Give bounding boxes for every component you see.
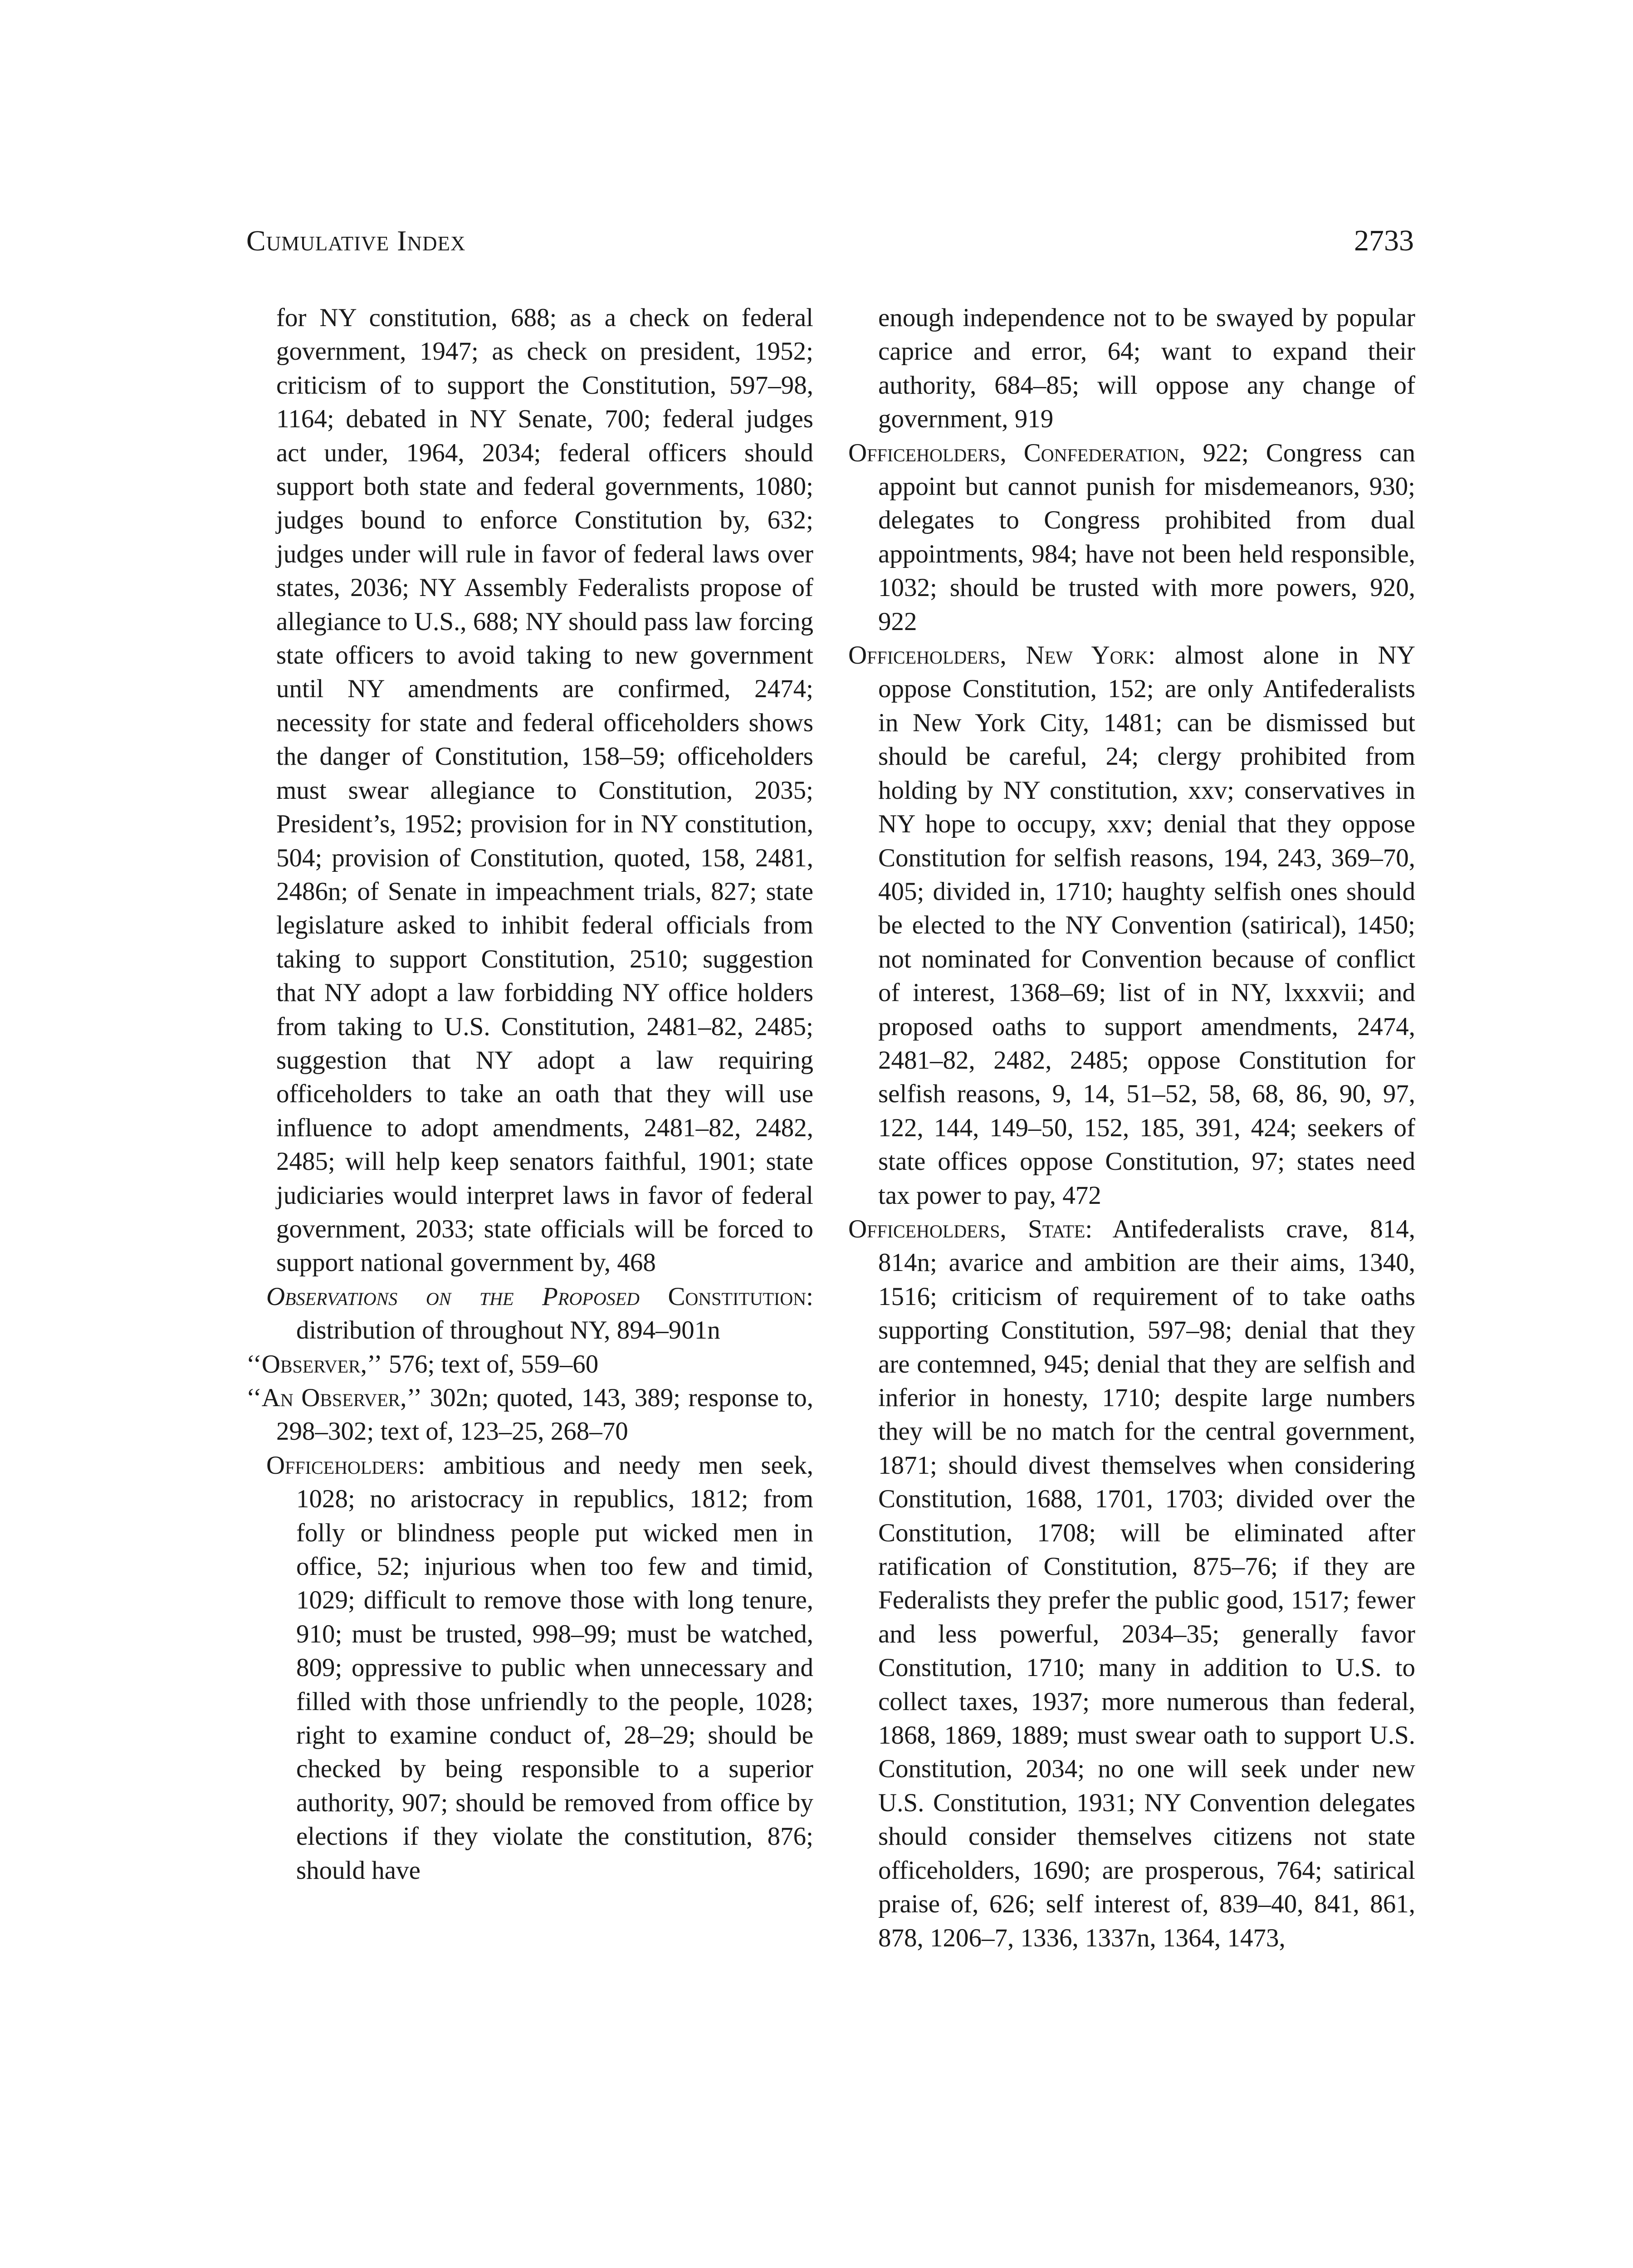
running-head-title: Cumulative Index	[246, 225, 466, 257]
entry-text: 576; text of, 559–60	[382, 1349, 599, 1378]
index-entry-continued	[848, 301, 1415, 436]
index-column-right	[848, 301, 1415, 1955]
entry-text: enough independence not to be swayed by popular caprice and error, 64; want to expand their authority, 684–85; will oppose any change of government, 919	[878, 303, 1415, 434]
entry-heading: Officeholders	[266, 1451, 418, 1480]
entry-text: : ambitious and needy men seek, 1028; no aristocracy in republics, 1812; from folly or blindness people put wicked men in office, 52; injurious when too few and timid, 1029; difficult to remove those with long tenure, 910; must be trusted, 998–99; must be watched, 809; oppressive to public when unnecessary and filled with those unfriendly to the people, 1028; right to examine conduct of, 28–29; should be checked by being responsible to a superior authority, 907; should be removed from office by elections if they violate the constitution, 876; should have	[296, 1451, 813, 1885]
entry-heading: Officeholders, State	[848, 1214, 1085, 1243]
entry-text: , 922; Congress can appoint but cannot punish for misdemeanors, 930; delegates to Congress prohibited from dual appointments, 984; have not been held responsible, 1032; should be trusted with more powers, 920, 922	[878, 438, 1415, 636]
index-entry-officeholders-new-york	[848, 639, 1415, 1212]
page-number: 2733	[1354, 224, 1414, 257]
index-entry-an-observer	[246, 1381, 813, 1449]
index-entry-observations	[246, 1280, 813, 1348]
index-entry-officeholders-state	[848, 1212, 1415, 1955]
entry-heading: Constitution	[668, 1282, 807, 1311]
entry-heading: Officeholders, New York	[848, 641, 1149, 670]
entry-text: 302n; quoted, 143, 389; response to, 298–302; text of, 123–25, 268–70	[276, 1383, 814, 1446]
entry-heading-italic: Observations on the Proposed	[266, 1282, 640, 1311]
entry-heading: ‘‘An Observer,’’	[246, 1383, 422, 1412]
index-column-left	[246, 301, 813, 1887]
entry-text: : almost alone in NY oppose Constitution, 152; are only Antifederalists in New York City, 1481; can be dismissed but should be careful, 24; clergy prohibited from holding by NY constitution, xxv; conservatives in NY hope to occupy, xxv; denial that they oppose Constitution for selfish reasons, 194, 243, 369–70, 405; divided in, 1710; haughty selfish ones should be elected to the NY Convention (satirical), 1450; not nominated for Convention because of conflict of interest, 1368–69; list of in NY, lxxxvii; and proposed oaths to support amendments, 2474, 2481–82, 2482, 2485; oppose Constitution for selfish reasons, 9, 14, 51–52, 58, 68, 86, 90, 97, 122, 144, 149–50, 152, 185, 391, 424; seekers of state offices oppose Constitution, 97; states need tax power to pay, 472	[878, 641, 1415, 1210]
running-head	[246, 224, 1414, 260]
entry-text: : distribution of throughout NY, 894–901n	[296, 1282, 813, 1345]
index-entry-observer	[246, 1348, 813, 1381]
entry-text: for NY constitution, 688; as a check on federal government, 1947; as check on president, 1952; criticism of to support the Constitution, 597–98, 1164; debated in NY Senate, 700; federal judges act under, 1964, 2034; federal officers should support both state and federal governments, 1080; judges bound to enforce Constitution by, 632; judges under will rule in favor of federal laws over states, 2036; NY Assembly Federalists propose of allegiance to U.S., 688; NY should pass law forcing state officers to avoid taking to new government until NY amendments are confirmed, 2474; necessity for state and federal officeholders shows the danger of Constitution, 158–59; officeholders must swear allegiance to Constitution, 2035; President’s, 1952; provision for in NY constitution, 504; provision of Constitution, quoted, 158, 2481, 2486n; of Senate in impeachment trials, 827; state legislature asked to inhibit federal officials from taking to support Constitution, 2510; suggestion that NY adopt a law forbidding NY office holders from taking to U.S. Constitution, 2481–82, 2485; suggestion that NY adopt a law requiring officeholders to take an oath that they will use influence to adopt amendments, 2481–82, 2482, 2485; will help keep senators faithful, 1901; state judiciaries would interpret laws in favor of federal government, 2033; state officials will be forced to support national government by, 468	[276, 303, 813, 1277]
entry-heading: ‘‘Observer,’’	[246, 1349, 382, 1378]
index-entry-continued	[246, 301, 813, 1280]
index-entry-officeholders-confederation	[848, 436, 1415, 639]
entry-text: : Antifederalists crave, 814, 814n; avarice and ambition are their aims, 1340, 1516; criticism of requirement of to take oaths supporting Constitution, 597–98; denial that they are contemned, 945; denial that they are selfish and inferior in honesty, 1710; despite large numbers they will be no match for the central government, 1871; should divest themselves when considering Constitution, 1688, 1701, 1703; divided over the Constitution, 1708; will be eliminated after ratification of Constitution, 875–76; if they are Federalists they prefer the public good, 1517; fewer and less powerful, 2034–35; generally favor Constitution, 1710; many in addition to U.S. to collect taxes, 1937; more numerous than federal, 1868, 1869, 1889; must swear oath to support U.S. Constitution, 2034; no one will seek under new U.S. Constitution, 1931; NY Convention delegates should consider themselves citizens not state officeholders, 1690; are prosperous, 764; satirical praise of, 626; self interest of, 839–40, 841, 861, 878, 1206–7, 1336, 1337n, 1364, 1473,	[878, 1214, 1415, 1952]
index-entry-officeholders	[246, 1449, 813, 1887]
entry-heading: Officeholders, Confederation	[848, 438, 1179, 467]
